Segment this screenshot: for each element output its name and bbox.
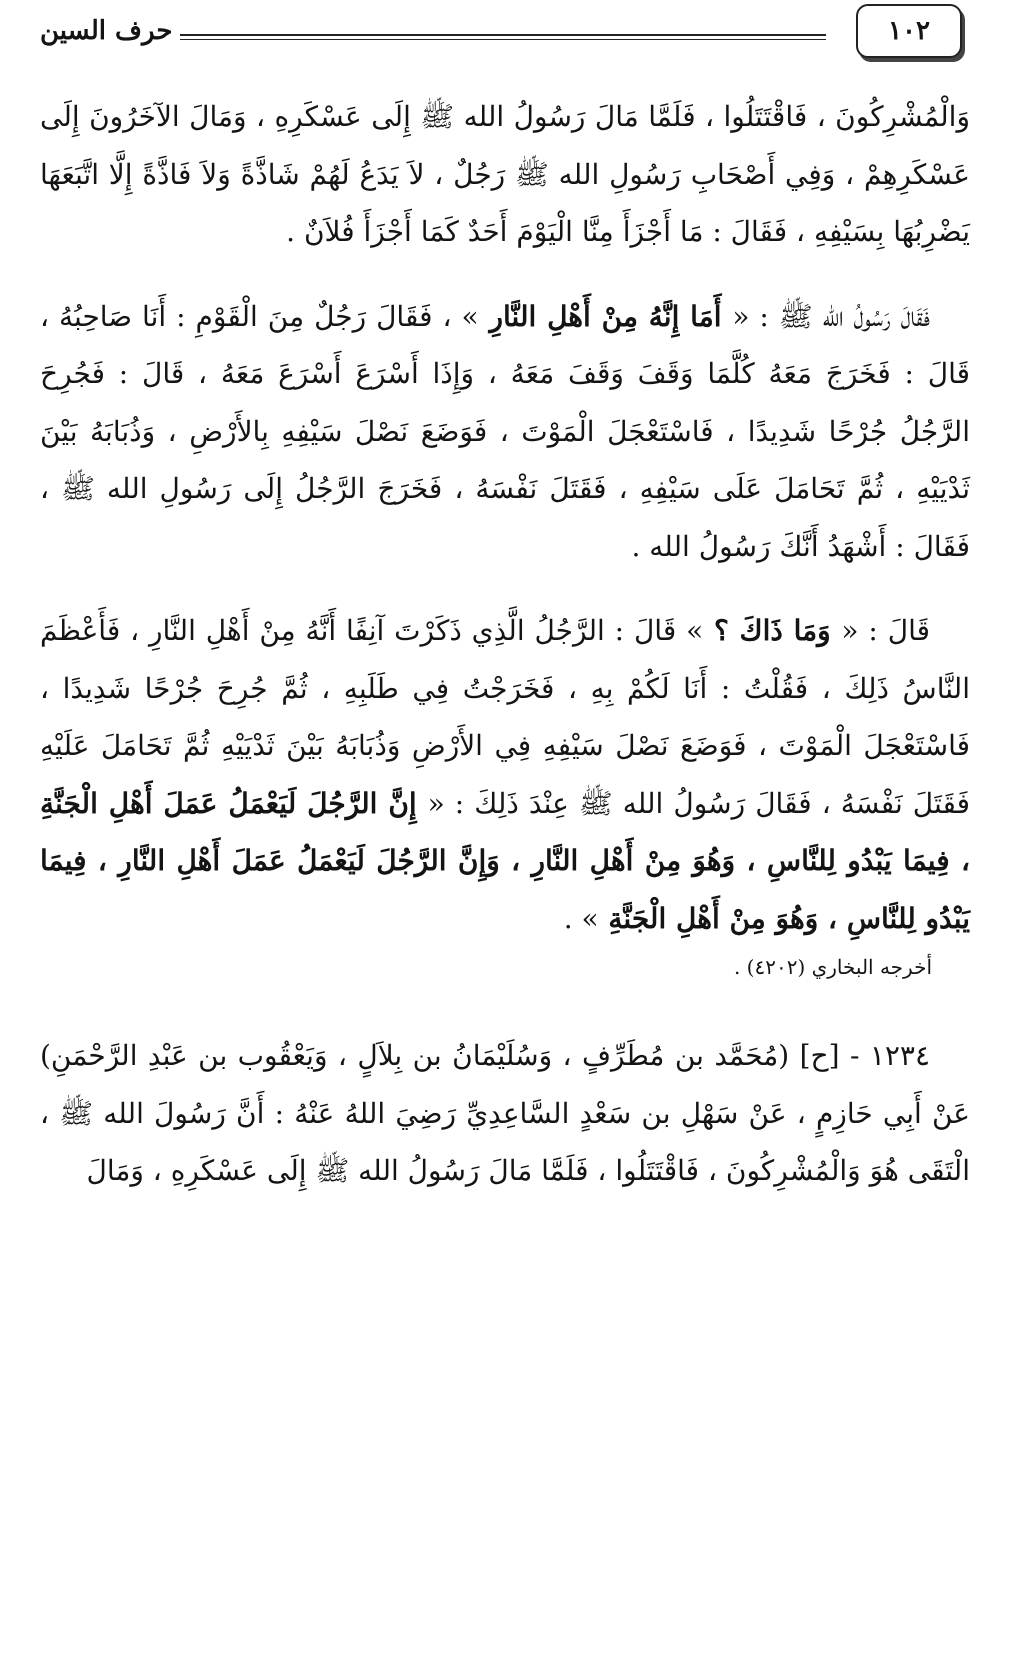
hadith-quote-3: إِنَّ الرَّجُلَ لَيَعْمَلُ عَمَلَ أَهْلِ الْجَنَّةِ ، فِيمَا يَبْدُو لِلنَّاسِ ، وَهُوَ مِنْ أَهْلِ النَّارِ ، وَإِنَّ الرَّجُلَ لَيَعْمَلُ عَمَلَ أَهْلِ النَّارِ ، فِيمَا يَبْدُو لِلنَّاسِ ، وَهُوَ مِنْ أَهْلِ الْجَنَّةِ xyxy=(40,786,970,935)
paragraph-3 xyxy=(40,602,970,947)
page-number: ١٠٢ xyxy=(856,4,962,58)
section-title: حرف السين xyxy=(40,16,173,46)
hadith-quote-2: وَمَا ذَاكَ ؟ xyxy=(703,614,842,647)
paragraph-1: وَالْمُشْرِكُونَ ، فَاقْتَتَلُوا ، فَلَمَّا مَالَ رَسُولُ الله ﷺ إِلَى عَسْكَرِهِ ، وَمَالَ الآخَرُونَ إِلَى عَسْكَرِهِمْ ، وَفِي أَصْحَابِ رَسُولِ الله ﷺ رَجُلٌ ، لاَ يَدَعُ لَهُمْ شَاذَّةً وَلاَ فَاذَّةً إِلَّا اتَّبَعَهَا يَضْرِبُهَا بِسَيْفِهِ ، فَقَالَ : مَا أَجْزَأَ مِنَّا الْيَوْمَ أَحَدٌ كَمَا أَجْزَأَ فُلاَنٌ . xyxy=(40,100,970,248)
header-rule xyxy=(180,34,826,36)
source-note: أخرجه البخاري (٤٢٠٢) . xyxy=(733,955,932,979)
hadith-quote-1: أَمَا إِنَّهُ مِنْ أَهْلِ النَّارِ xyxy=(478,299,733,333)
paragraph-4: ١٢٣٤ - [ح] (مُحَمَّد بن مُطَرِّفٍ ، وَسُلَيْمَانُ بن بِلاَلٍ ، وَيَعْقُوب بن عَبْدِ الرَّحْمَنِ) عَنْ أَبِي حَازِمٍ ، عَنْ سَهْلِ بن سَعْدٍ السَّاعِدِيِّ رَضِيَ اللهُ عَنْهُ : أَنَّ رَسُولَ الله ﷺ ، الْتَقَى هُوَ وَالْمُشْرِكُونَ ، فَاقْتَتَلُوا ، فَلَمَّا مَالَ رَسُولُ الله ﷺ إِلَى عَسْكَرِهِ ، وَمَالَ xyxy=(40,1039,970,1187)
paragraph-2-start: فَقَالَ رَسُولُ الله ﷺ : « xyxy=(732,299,930,333)
paragraph-2-rest: » ، فَقَالَ رَجُلٌ مِنَ الْقَوْمِ : أَنَا صَاحِبُهُ ، قَالَ : فَخَرَجَ مَعَهُ كُلَّمَا وَقَفَ وَقَفَ مَعَهُ ، وَإِذَا أَسْرَعَ أَسْرَعَ مَعَهُ ، قَالَ : فَجُرِحَ الرَّجُلُ جُرْحًا شَدِيدًا ، فَاسْتَعْجَلَ الْمَوْتَ ، فَوَضَعَ نَصْلَ سَيْفِهِ بِالأَرْضِ ، وَذُبَابَهُ بَيْنَ ثَدْيَيْهِ ، ثُمَّ تَحَامَلَ عَلَى سَيْفِهِ ، فَقَتَلَ نَفْسَهُ ، فَخَرَجَ الرَّجُلُ إِلَى رَسُولِ الله ﷺ ، فَقَالَ : أَشْهَدُ أَنَّكَ رَسُولُ الله . xyxy=(40,299,970,563)
paragraph-2 xyxy=(40,288,970,576)
section-spacer xyxy=(40,985,970,1027)
paragraph-3-start: قَالَ : « xyxy=(841,614,930,647)
page-content xyxy=(40,88,970,1200)
page-header xyxy=(0,0,1010,70)
paragraph-3-middle: » قَالَ : الرَّجُلُ الَّذِي ذَكَرْتَ آنِفًا أَنَّهُ مِنْ أَهْلِ النَّارِ ، فَأَعْظَمَ النَّاسُ ذَلِكَ ، فَقُلْتُ : أَنَا لَكُمْ بِهِ ، فَخَرَجْتُ فِي طَلَبِهِ ، ثُمَّ جُرِحَ جُرْحًا شَدِيدًا ، فَاسْتَعْجَلَ الْمَوْتَ ، فَوَضَعَ نَصْلَ سَيْفِهِ فِي الأَرْضِ وَذُبَابَهُ بَيْنَ ثَدْيَيْهِ ثُمَّ تَحَامَلَ عَلَيْهِ فَقَتَلَ نَفْسَهُ ، فَقَالَ رَسُولُ الله ﷺ عِنْدَ ذَلِكَ : « xyxy=(40,614,970,820)
paragraph-3-end: » . xyxy=(563,901,599,935)
